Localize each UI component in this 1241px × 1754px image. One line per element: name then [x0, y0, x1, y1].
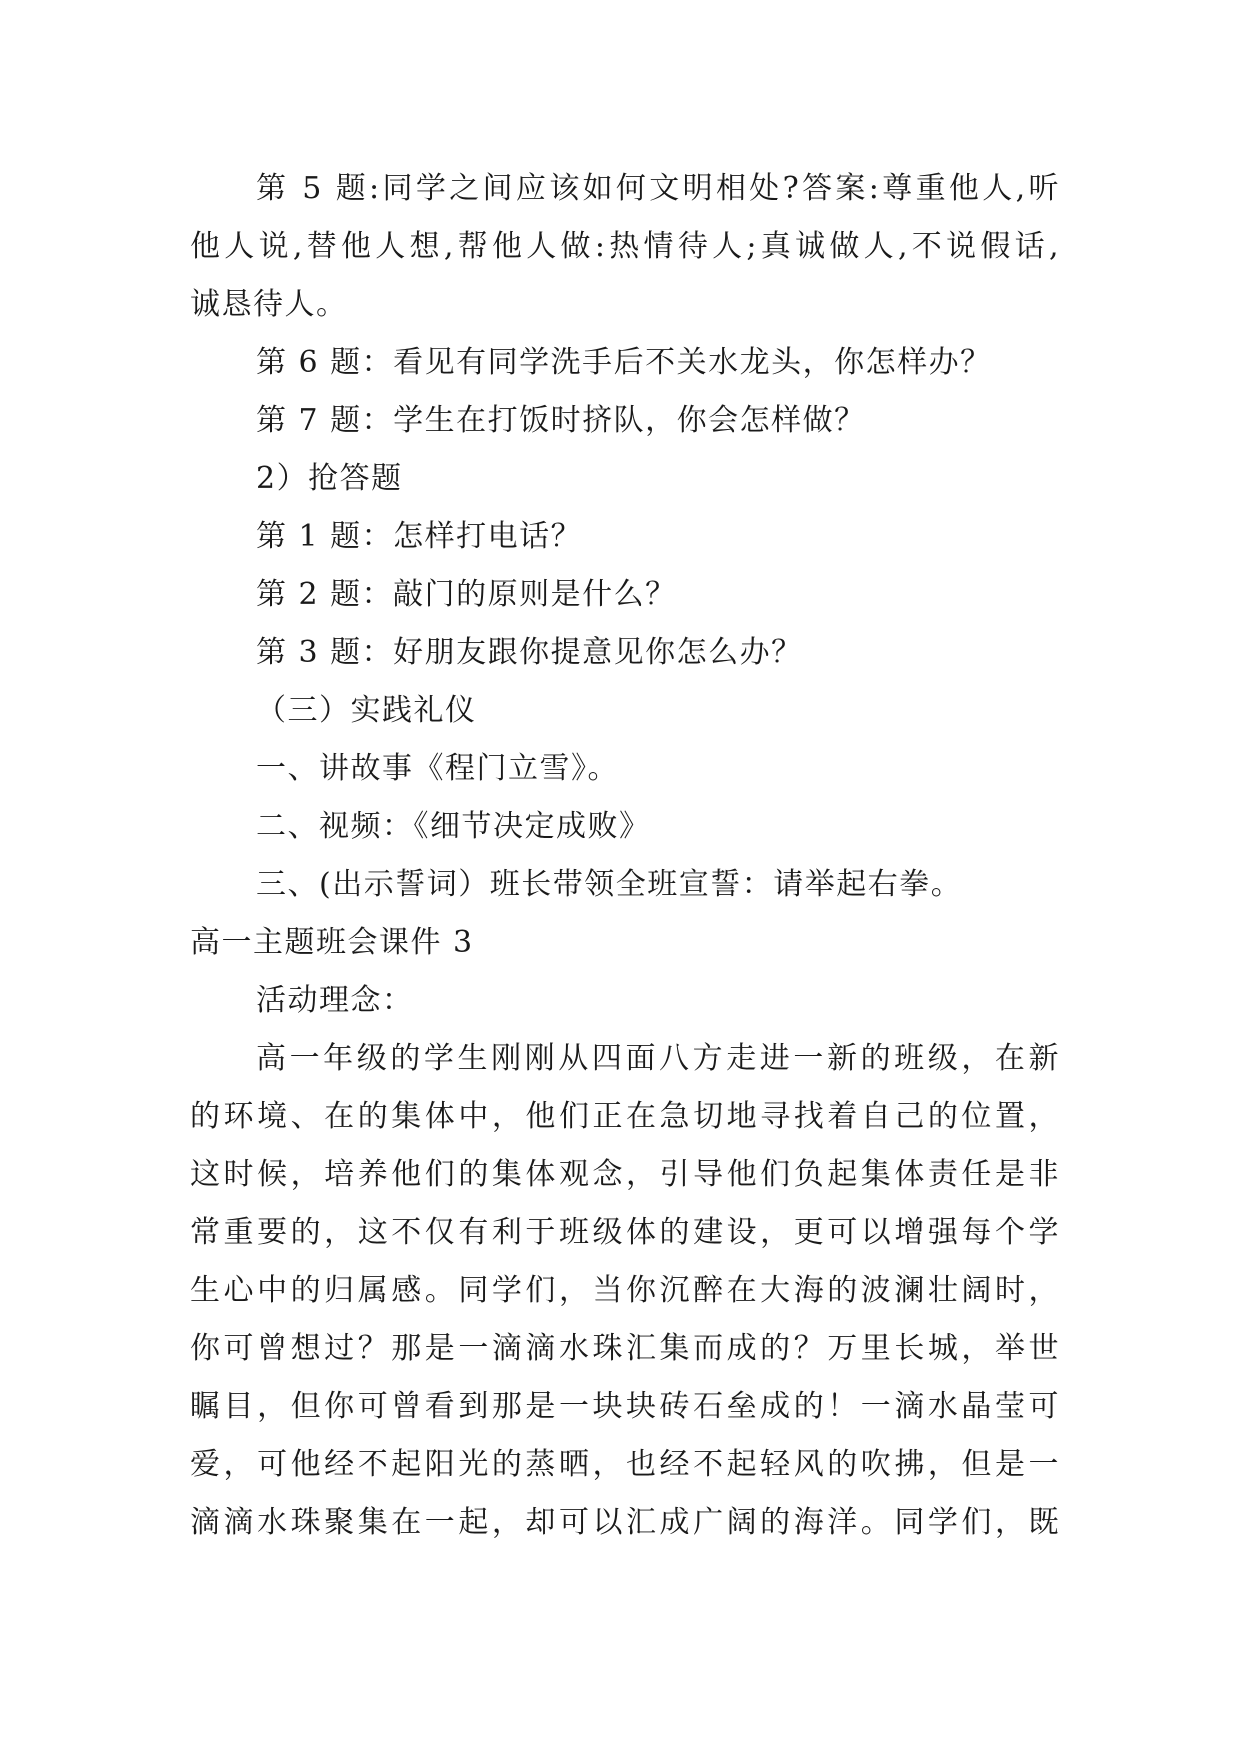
text-line: 第 3 题：好朋友跟你提意见你怎么办？ [256, 635, 803, 670]
text-line: 生心中的归属感。同学们，当你沉醉在大海的波澜壮阔时， [190, 1273, 1060, 1308]
section-heading: 2）抢答题 [256, 461, 403, 496]
text-line: 的环境、在的集体中，他们正在急切地寻找着自己的位置， [190, 1099, 1060, 1134]
section-heading: （三）实践礼仪 [256, 693, 477, 728]
text-line: 爱，可他经不起阳光的蒸晒，也经不起轻风的吹拂，但是一 [190, 1447, 1060, 1482]
text-line: 第 7 题：学生在打饭时挤队，你会怎样做？ [256, 403, 866, 438]
section-heading: 活动理念： [256, 983, 414, 1018]
text-line: 第 5 题:同学之间应该如何文明相处?答案:尊重他人,听 [256, 171, 1060, 206]
text-line: 这时候，培养他们的集体观念，引导他们负起集体责任是非 [190, 1157, 1060, 1192]
text-line: 常重要的，这不仅有利于班级体的建设，更可以增强每个学 [190, 1215, 1060, 1250]
text-line: 你可曾想过？那是一滴滴水珠汇集而成的？万里长城，举世 [190, 1331, 1060, 1366]
text-line: 一、讲故事《程门立雪》。 [256, 751, 619, 786]
text-line: 二、视频：《细节决定成败》 [256, 809, 651, 844]
text-line: 他人说,替他人想,帮他人做:热情待人;真诚做人,不说假话, [190, 229, 1060, 264]
document-body [190, 160, 1060, 1552]
text-line: 瞩目，但你可曾看到那是一块块砖石垒成的！一滴水晶莹可 [190, 1389, 1060, 1424]
text-line: 滴滴水珠聚集在一起，却可以汇成广阔的海洋。同学们，既 [190, 1505, 1060, 1540]
text-line: 三、(出示誓词）班长带领全班宣誓：请举起右拳。 [256, 867, 963, 902]
text-line: 第 1 题：怎样打电话？ [256, 519, 583, 554]
text-line: 第 2 题：敲门的原则是什么？ [256, 577, 677, 612]
document-title: 高一主题班会课件 3 [190, 925, 474, 960]
text-line: 高一年级的学生刚刚从四面八方走进一新的班级，在新 [256, 1041, 1060, 1076]
text-line: 诚恳待人。 [190, 287, 348, 322]
text-line: 第 6 题：看见有同学洗手后不关水龙头，你怎样办？ [256, 345, 992, 380]
